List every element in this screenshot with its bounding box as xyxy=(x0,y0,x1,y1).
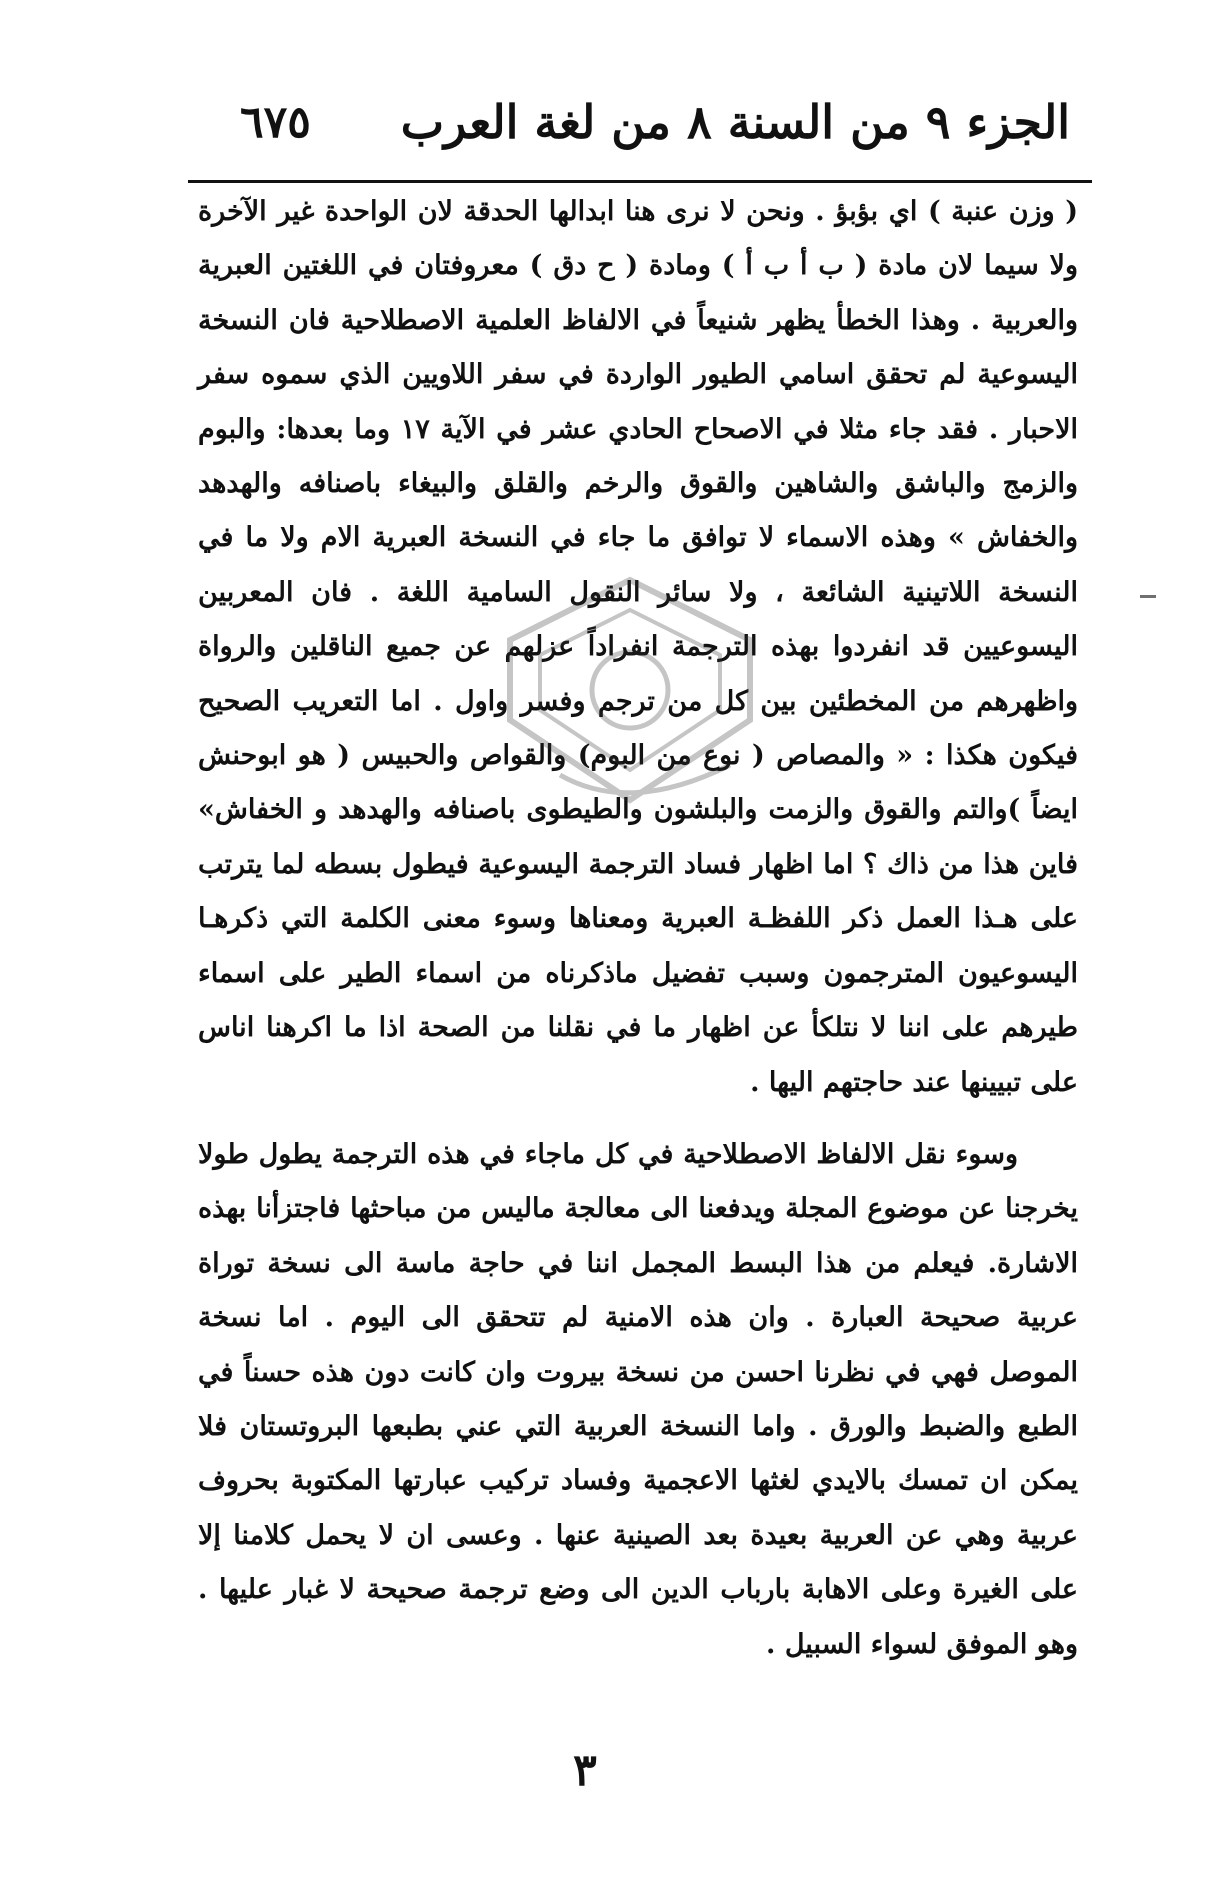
margin-mark xyxy=(1140,595,1156,598)
signature-number: ٣ xyxy=(573,1745,597,1796)
paragraph-1: ( وزن عنبة ) اي بؤبؤ . ونحن لا نرى هنا ابدالها الحدقة لان الواحدة غير الآخرة ولا سيما لان مادة ( ب أ ب أ ) ومادة ( ح دق ) معروفتان في اللغتين العبرية والعربية . وهذا الخطأ يظهر شنيعاً في الالفاظ العلمية الاصطلاحية فان النسخة اليسوعية لم تحقق اسامي الطيور الواردة في سفر اللاويين الذي سموه سفر الاحبار . فقد جاء مثلا في الاصحاح الحادي عشر في الآية ١٧ وما بعدها: والبوم والزمج والباشق والشاهين والقوق والرخم والقلق والبيغاء باصنافه والهدهد والخفاش » وهذه الاسماء لا توافق ما جاء في النسخة العبرية الام ولا ما في النسخة اللاتينية الشائعة ، ولا سائر النقول السامية اللغة . فان المعربين اليسوعيين قد انفردوا بهذه الترجمة انفراداً عزلهم عن جميع الناقلين والرواة واظهرهم من المخطئين بين كل من ترجم وفسر واول . اما التعريب الصحيح فيكون هكذا : « والمصاص ( نوع من البوم) والقواص والحبيس ( هو ابوحنش ايضاً )والتم والقوق والزمت والبلشون والطيطوى باصنافه والهدهد و الخفاش» فاين هذا من ذاك ؟ اما اظهار فساد الترجمة اليسوعية فيطول بسطه لما يترتب على هـذا العمل ذكر اللفظـة العبرية ومعناها وسوء معنى الكلمة التي ذكرهـا اليسوعيون المترجمون وسبب تفضيل ماذكرناه من اسماء الطير على اسماء طيرهم على اننا لا نتلكأ عن اظهار ما في نقلنا من الصحة اذا ما اكرهنا اناس على تبيينها عند حاجتهم اليها . xyxy=(198,196,1078,1098)
article-body xyxy=(198,185,1078,1672)
library-stamp-watermark xyxy=(500,570,760,810)
paragraph-2: وسوء نقل الالفاظ الاصطلاحية في كل ماجاء في هذه الترجمة يطول طولا يخرجنا عن موضوع المجلة ويدفعنا الى معالجة ماليس من مباحثها فاجتزأنا بهذه الاشارة. فيعلم من هذا البسط المجمل اننا في حاجة ماسة الى نسخة توراة عربية صحيحة العبارة . وان هذه الامنية لم تتحقق الى اليوم . اما نسخة الموصل فهي في نظرنا احسن من نسخة بيروت وان كانت دون هذه حسناً في الطبع والضبط والورق . واما النسخة العربية التي عني بطبعها البروتستان فلا يمكن ان تمسك بالايدي لغثها الاعجمية وفساد تركيب عبارتها المكتوبة بحروف عربية وهي عن العربية بعيدة بعد الصينية عنها . وعسى ان لا يحمل كلامنا إلا على الغيرة وعلى الاهابة بارباب الدين الى وضع ترجمة صحيحة لا غبار عليها . وهو الموفق لسواء السبيل . xyxy=(198,1138,1078,1660)
running-header xyxy=(190,95,1070,175)
page-number: ٦٧٥ xyxy=(240,97,311,148)
journal-issue-title: الجزء ٩ من السنة ٨ من لغة العرب xyxy=(400,95,1070,149)
header-rule xyxy=(188,180,1092,183)
